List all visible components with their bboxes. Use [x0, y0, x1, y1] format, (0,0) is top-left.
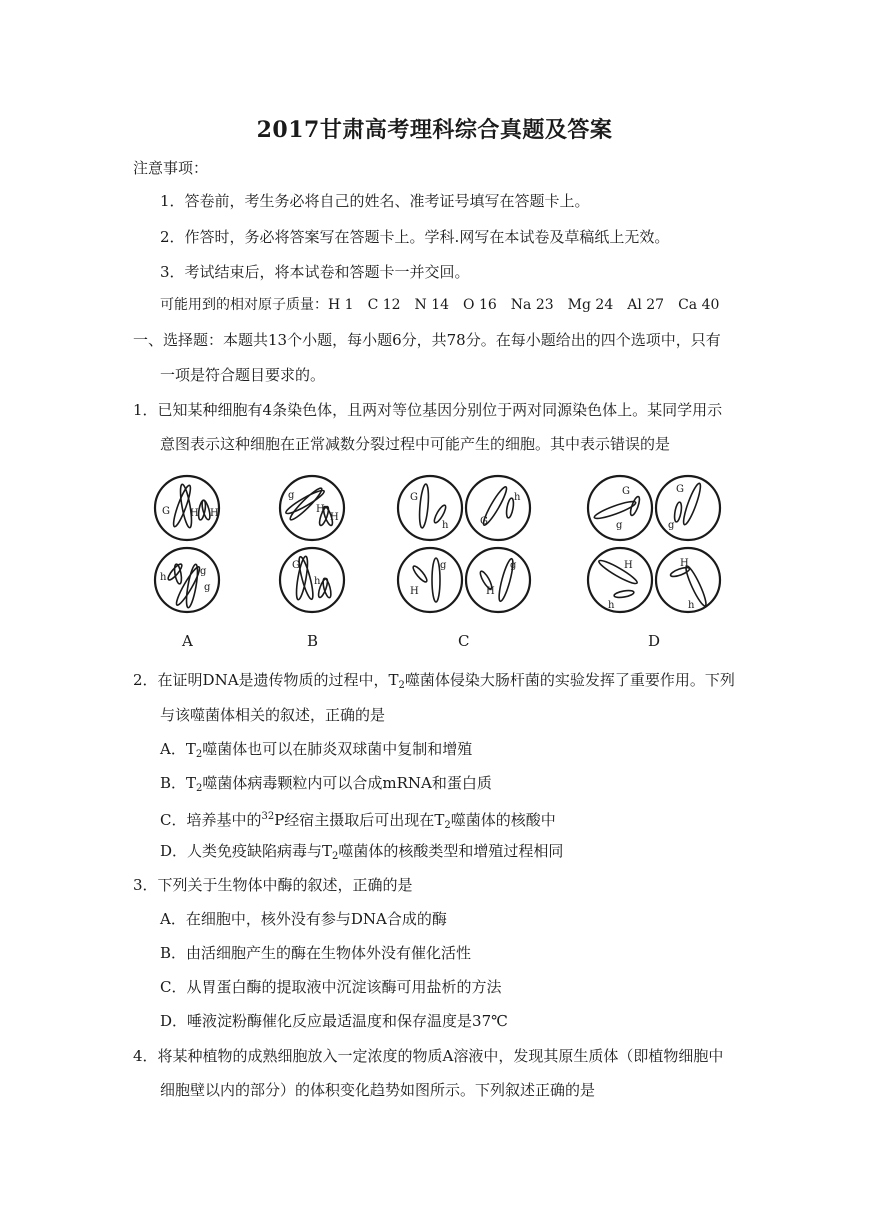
svg-text:h: h [314, 576, 321, 587]
q2-option-a: A．$T_2$噬菌体也可以在肺炎双球菌中复制和增殖 [160, 740, 473, 760]
svg-text:H: H [680, 558, 689, 569]
svg-text:H: H [210, 508, 219, 519]
svg-text:H: H [486, 586, 495, 597]
cell-diagram [140, 468, 740, 653]
q3-option-c: C．从胃蛋白酶的提取液中沉淀该酶可用盐析的方法 [160, 978, 502, 996]
q3-option-a: A．在细胞中，核外没有参与DNA合成的酶 [160, 910, 447, 928]
svg-text:G: G [622, 486, 630, 497]
svg-text:G: G [676, 484, 684, 495]
q1-stem-line2: 意图表示这种细胞在正常减数分裂过程中可能产生的细胞。其中表示错误的是 [160, 435, 671, 453]
svg-text:g: g [200, 566, 207, 577]
page-title: 2017甘肃高考理科综合真题及答案 [256, 117, 613, 143]
svg-text:g: g [668, 520, 675, 531]
figure-label-b: B [307, 632, 319, 650]
svg-text:H: H [316, 504, 325, 515]
svg-text:G: G [410, 492, 418, 503]
q4-stem-line2: 细胞壁以内的部分）的体积变化趋势如图所示。下列叙述正确的是 [160, 1081, 596, 1099]
figure-label-c: C [458, 632, 470, 650]
svg-text:H: H [190, 508, 199, 519]
q3-option-b: B．由活细胞产生的酶在生物体外没有催化活性 [160, 944, 472, 962]
figure-label-d: D [648, 632, 661, 650]
svg-text:G: G [162, 506, 170, 517]
cell-circle [656, 476, 720, 540]
cell-circle [280, 548, 344, 612]
svg-text:g: g [204, 582, 211, 593]
svg-text:G: G [292, 560, 300, 571]
svg-text:g: g [288, 490, 295, 501]
svg-text:H: H [624, 560, 633, 571]
cell-circle [466, 548, 530, 612]
q2-option-d: D．人类免疫缺陷病毒与$T_2$噬菌体的核酸类型和增殖过程相同 [160, 842, 564, 862]
notice-item-3: 3．考试结束后，将本试卷和答题卡一并交回。 [160, 263, 470, 281]
cell-circle [588, 548, 652, 612]
q2-option-c: C．培养基中的$^{32}$P经宿主摄取后可出现在$T_2$噬菌体的核酸中 [160, 811, 556, 831]
svg-text:g: g [440, 560, 447, 571]
notice-heading: 注意事项： [133, 159, 209, 177]
cell-circle [398, 548, 462, 612]
q3-option-d: D．唾液淀粉酶催化反应最适温度和保存温度是37℃ [160, 1012, 508, 1030]
q2-option-b: B．$T_2$噬菌体病毒颗粒内可以合成mRNA和蛋白质 [160, 774, 492, 794]
svg-text:h: h [688, 600, 695, 611]
svg-text:g: g [616, 520, 623, 531]
svg-text:h: h [608, 600, 615, 611]
notice-item-2: 2．作答时，务必将答案写在答题卡上。学科.网写在本试卷及草稿纸上无效。 [160, 228, 670, 246]
q1-stem-line1: 1．已知某种细胞有4条染色体，且两对等位基因分别位于两对同源染色体上。某同学用示 [133, 401, 723, 419]
q3-stem: 3．下列关于生物体中酶的叙述，正确的是 [133, 876, 413, 894]
svg-text:g: g [510, 560, 517, 571]
svg-text:H: H [330, 512, 339, 523]
svg-text:h: h [514, 492, 521, 503]
q2-stem-line2: 与该噬菌体相关的叙述，正确的是 [160, 706, 386, 724]
svg-text:h: h [442, 520, 449, 531]
svg-text:h: h [160, 572, 167, 583]
q2-stem-line1: 2．在证明DNA是遗传物质的过程中，$T_2$噬菌体侵染大肠杆菌的实验发挥了重要作用。下列 [133, 671, 735, 691]
figure-label-a: A [182, 632, 193, 650]
notice-item-1: 1．答卷前，考生务必将自己的姓名、准考证号填写在答题卡上。 [160, 192, 590, 210]
svg-text:H: H [410, 586, 419, 597]
q4-stem-line1: 4．将某种植物的成熟细胞放入一定浓度的物质A溶液中，发现其原生质体（即植物细胞中 [133, 1047, 724, 1065]
section-heading-line1: 一、选择题：本题共13个小题，每小题6分，共78分。在每小题给出的四个选项中，只有 [133, 331, 721, 349]
svg-text:G: G [480, 516, 488, 527]
atomic-mass-line: 可能用到的相对原子质量：H 1 C 12 N 14 O 16 Na 23 Mg 24 Al 27 Ca 40 [160, 297, 720, 313]
cell-circle [398, 476, 462, 540]
q1-figure [140, 468, 740, 653]
section-heading-line2: 一项是符合题目要求的。 [160, 366, 326, 384]
